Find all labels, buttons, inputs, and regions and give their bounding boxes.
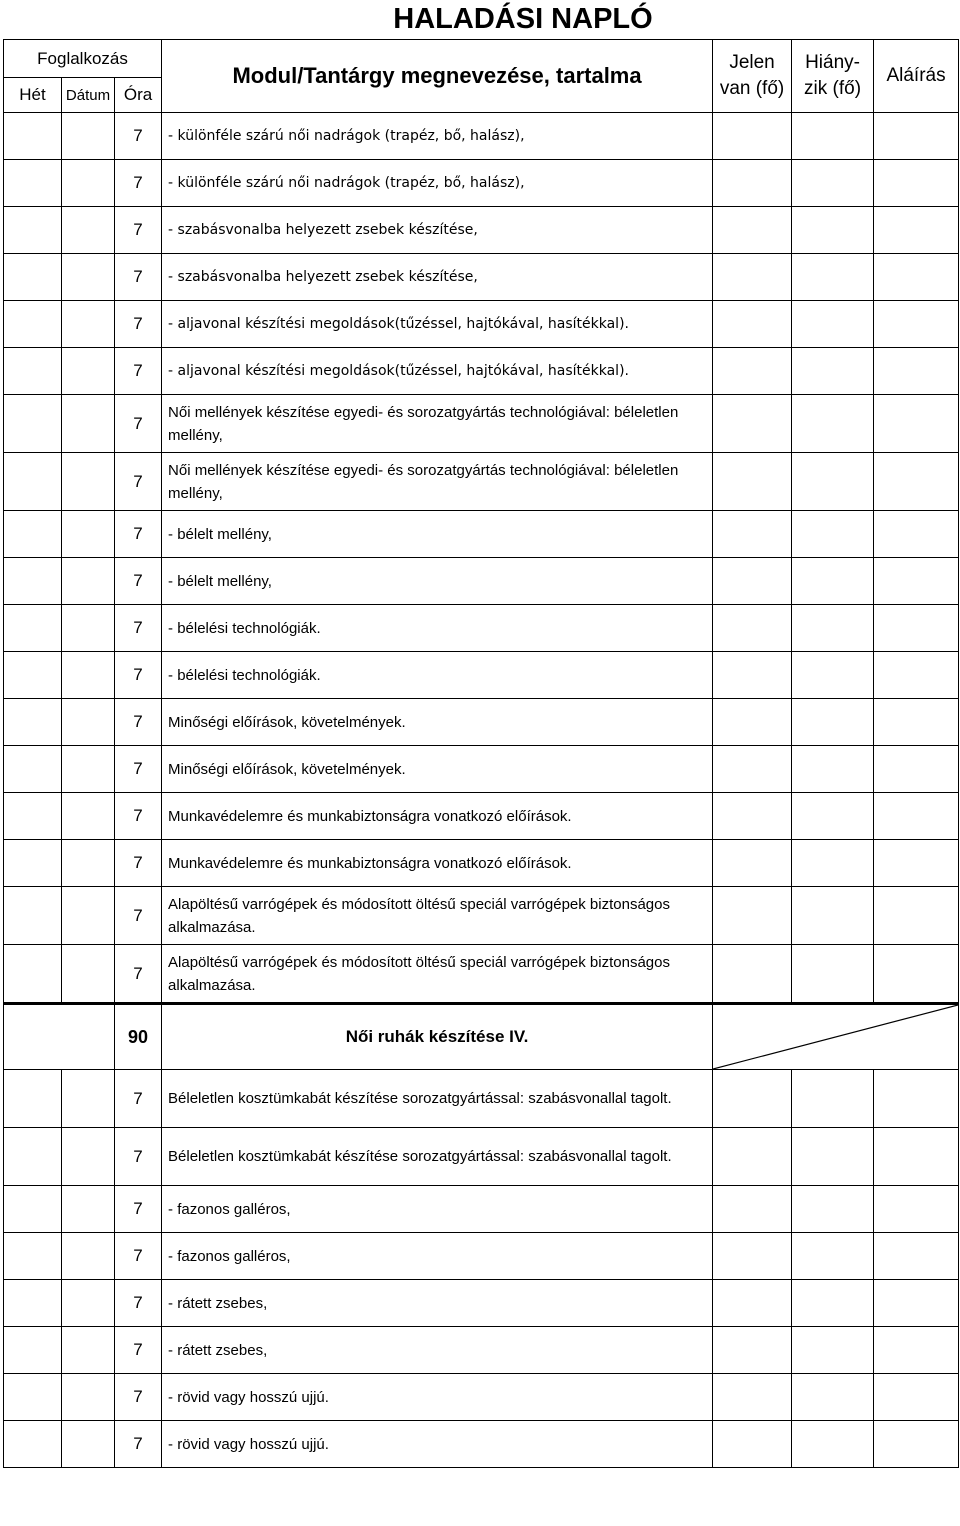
alairas-cell (874, 1186, 959, 1233)
description-cell: Minőségi előírások, követelmények. (162, 746, 713, 793)
ora-cell: 7 (115, 1186, 162, 1233)
description-cell: - bélelt mellény, (162, 558, 713, 605)
hiany-cell (792, 1233, 874, 1280)
ora-cell: 7 (115, 840, 162, 887)
ora-cell: 7 (115, 558, 162, 605)
header-hiany: Hiány- zik (fő) (792, 40, 874, 113)
het-cell (4, 840, 62, 887)
hiany-cell (792, 605, 874, 652)
ora-cell: 7 (115, 699, 162, 746)
table-row (4, 746, 959, 793)
description-cell: - rövid vagy hosszú ujjú. (162, 1421, 713, 1468)
table-row (4, 840, 959, 887)
jelen-cell (713, 254, 792, 301)
alairas-cell (874, 746, 959, 793)
jelen-cell (713, 1280, 792, 1327)
jelen-cell (713, 453, 792, 511)
alairas-cell (874, 207, 959, 254)
datum-cell (62, 348, 115, 395)
hiany-cell (792, 395, 874, 453)
jelen-cell (713, 793, 792, 840)
jelen-cell (713, 699, 792, 746)
table-row (4, 605, 959, 652)
jelen-cell (713, 1128, 792, 1186)
ora-cell: 7 (115, 887, 162, 945)
hiany-cell (792, 348, 874, 395)
table-row (4, 945, 959, 1004)
hiany-cell (792, 558, 874, 605)
jelen-cell (713, 1421, 792, 1468)
table-row (4, 160, 959, 207)
description-cell: - bélelési technológiák. (162, 605, 713, 652)
alairas-cell (874, 1421, 959, 1468)
table-row (4, 301, 959, 348)
alairas-cell (874, 652, 959, 699)
page-title: HALADÁSI NAPLÓ (393, 3, 653, 35)
description-cell: - rátett zsebes, (162, 1327, 713, 1374)
datum-cell (62, 113, 115, 160)
header-modul: Modul/Tantárgy megnevezése, tartalma (162, 40, 713, 113)
het-cell (4, 511, 62, 558)
header-alairas: Aláírás (874, 40, 959, 113)
alairas-cell (874, 699, 959, 746)
header-ora: Óra (115, 78, 162, 113)
jelen-cell (713, 558, 792, 605)
progress-log-table (3, 39, 959, 1468)
description-cell: Alapöltésű varrógépek és módosított öltésű speciál varrógépek biztonságos alkalmazása. (162, 945, 713, 1004)
jelen-cell (713, 160, 792, 207)
datum-cell (62, 254, 115, 301)
hiany-cell (792, 301, 874, 348)
jelen-cell (713, 207, 792, 254)
het-cell (4, 1128, 62, 1186)
table-row (4, 1374, 959, 1421)
description-cell: - bélelési technológiák. (162, 652, 713, 699)
het-cell (4, 301, 62, 348)
alairas-cell (874, 254, 959, 301)
hiany-cell (792, 652, 874, 699)
het-cell (4, 113, 62, 160)
description-cell: - fazonos galléros, (162, 1186, 713, 1233)
het-cell (4, 652, 62, 699)
jelen-cell (713, 1374, 792, 1421)
hiany-cell (792, 113, 874, 160)
table-row (4, 113, 959, 160)
table-row (4, 1327, 959, 1374)
het-cell (4, 1280, 62, 1327)
ora-cell: 7 (115, 1070, 162, 1128)
jelen-cell (713, 887, 792, 945)
ora-cell: 7 (115, 1421, 162, 1468)
het-cell (4, 1233, 62, 1280)
alairas-cell (874, 453, 959, 511)
datum-cell (62, 945, 115, 1004)
het-cell (4, 453, 62, 511)
datum-cell (62, 840, 115, 887)
alairas-cell (874, 1070, 959, 1128)
hiany-cell (792, 207, 874, 254)
datum-cell (62, 699, 115, 746)
table-row (4, 1070, 959, 1128)
ora-cell: 7 (115, 254, 162, 301)
section-title: Női ruhák készítése IV. (162, 1004, 713, 1070)
het-cell (4, 207, 62, 254)
description-cell: - szabásvonalba helyezett zsebek készítése, (162, 254, 713, 301)
ora-cell: 7 (115, 160, 162, 207)
hiany-cell (792, 746, 874, 793)
hiany-cell (792, 945, 874, 1004)
table-row (4, 1128, 959, 1186)
alairas-cell (874, 348, 959, 395)
datum-cell (62, 746, 115, 793)
hiany-cell (792, 1327, 874, 1374)
description-cell: - fazonos galléros, (162, 1233, 713, 1280)
het-cell (4, 699, 62, 746)
alairas-cell (874, 1374, 959, 1421)
het-cell (4, 558, 62, 605)
jelen-cell (713, 348, 792, 395)
jelen-cell (713, 746, 792, 793)
hiany-cell (792, 840, 874, 887)
datum-cell (62, 1374, 115, 1421)
ora-cell: 7 (115, 113, 162, 160)
description-cell: Béleletlen kosztümkabát készítése sorozatgyártással: szabásvonallal tagolt. (162, 1070, 713, 1128)
datum-cell (62, 1186, 115, 1233)
het-cell (4, 160, 62, 207)
jelen-cell (713, 945, 792, 1004)
description-cell: - különféle szárú női nadrágok (trapéz, bő, halász), (162, 160, 713, 207)
table-row (4, 652, 959, 699)
ora-cell: 7 (115, 793, 162, 840)
alairas-cell (874, 1233, 959, 1280)
table-row (4, 887, 959, 945)
jelen-cell (713, 652, 792, 699)
section-ora: 90 (115, 1004, 162, 1070)
hiany-cell (792, 1186, 874, 1233)
description-cell: - szabásvonalba helyezett zsebek készítése, (162, 207, 713, 254)
description-cell: Béleletlen kosztümkabát készítése sorozatgyártással: szabásvonallal tagolt. (162, 1128, 713, 1186)
section-empty (4, 1004, 115, 1070)
alairas-cell (874, 558, 959, 605)
alairas-cell (874, 301, 959, 348)
table-row (4, 395, 959, 453)
jelen-cell (713, 511, 792, 558)
het-cell (4, 254, 62, 301)
alairas-cell (874, 1280, 959, 1327)
datum-cell (62, 1421, 115, 1468)
header-jelen: Jelen van (fő) (713, 40, 792, 113)
description-cell: - rövid vagy hosszú ujjú. (162, 1374, 713, 1421)
header-datum: Dátum (62, 78, 115, 113)
het-cell (4, 605, 62, 652)
ora-cell: 7 (115, 605, 162, 652)
jelen-cell (713, 301, 792, 348)
het-cell (4, 887, 62, 945)
datum-cell (62, 558, 115, 605)
het-cell (4, 793, 62, 840)
datum-cell (62, 652, 115, 699)
table-row (4, 793, 959, 840)
datum-cell (62, 1280, 115, 1327)
het-cell (4, 1327, 62, 1374)
datum-cell (62, 605, 115, 652)
alairas-cell (874, 113, 959, 160)
hiany-cell (792, 699, 874, 746)
hiany-cell (792, 1374, 874, 1421)
jelen-cell (713, 1070, 792, 1128)
alairas-cell (874, 887, 959, 945)
alairas-cell (874, 1128, 959, 1186)
datum-cell (62, 453, 115, 511)
description-cell: - különféle szárú női nadrágok (trapéz, bő, halász), (162, 113, 713, 160)
table-row (4, 1233, 959, 1280)
description-cell: - bélelt mellény, (162, 511, 713, 558)
datum-cell (62, 1233, 115, 1280)
section-row (4, 1004, 959, 1070)
alairas-cell (874, 160, 959, 207)
het-cell (4, 348, 62, 395)
datum-cell (62, 395, 115, 453)
description-cell: Női mellények készítése egyedi- és sorozatgyártás technológiával: béleletlen mellény, (162, 453, 713, 511)
table-row (4, 207, 959, 254)
header-foglalkozas: Foglalkozás (4, 40, 162, 78)
table-row (4, 558, 959, 605)
jelen-cell (713, 1327, 792, 1374)
het-cell (4, 945, 62, 1004)
ora-cell: 7 (115, 207, 162, 254)
ora-cell: 7 (115, 1128, 162, 1186)
description-cell: Alapöltésű varrógépek és módosított öltésű speciál varrógépek biztonságos alkalmazása. (162, 887, 713, 945)
datum-cell (62, 511, 115, 558)
alairas-cell (874, 395, 959, 453)
alairas-cell (874, 793, 959, 840)
description-cell: - aljavonal készítési megoldások(tűzéssel, hajtókával, hasítékkal). (162, 301, 713, 348)
datum-cell (62, 207, 115, 254)
description-cell: Munkavédelemre és munkabiztonságra vonatkozó előírások. (162, 840, 713, 887)
table-row (4, 1421, 959, 1468)
jelen-cell (713, 840, 792, 887)
datum-cell (62, 160, 115, 207)
jelen-cell (713, 395, 792, 453)
hiany-cell (792, 254, 874, 301)
alairas-cell (874, 945, 959, 1004)
ora-cell: 7 (115, 453, 162, 511)
ora-cell: 7 (115, 1233, 162, 1280)
description-cell: - rátett zsebes, (162, 1280, 713, 1327)
alairas-cell (874, 511, 959, 558)
ora-cell: 7 (115, 1374, 162, 1421)
datum-cell (62, 887, 115, 945)
table-row (4, 254, 959, 301)
ora-cell: 7 (115, 1280, 162, 1327)
hiany-cell (792, 453, 874, 511)
table-row (4, 1186, 959, 1233)
table-row (4, 453, 959, 511)
datum-cell (62, 301, 115, 348)
ora-cell: 7 (115, 348, 162, 395)
description-cell: Munkavédelemre és munkabiztonságra vonatkozó előírások. (162, 793, 713, 840)
datum-cell (62, 1070, 115, 1128)
hiany-cell (792, 1421, 874, 1468)
ora-cell: 7 (115, 395, 162, 453)
log-rows-2 (4, 1070, 959, 1468)
jelen-cell (713, 1233, 792, 1280)
hiany-cell (792, 511, 874, 558)
ora-cell: 7 (115, 746, 162, 793)
description-cell: Minőségi előírások, követelmények. (162, 699, 713, 746)
het-cell (4, 746, 62, 793)
alairas-cell (874, 605, 959, 652)
hiany-cell (792, 1280, 874, 1327)
jelen-cell (713, 113, 792, 160)
table-row (4, 511, 959, 558)
het-cell (4, 1421, 62, 1468)
hiany-cell (792, 1070, 874, 1128)
table-row (4, 348, 959, 395)
hiany-cell (792, 887, 874, 945)
ora-cell: 7 (115, 301, 162, 348)
ora-cell: 7 (115, 945, 162, 1004)
description-cell: Női mellények készítése egyedi- és sorozatgyártás technológiával: béleletlen mellény, (162, 395, 713, 453)
het-cell (4, 395, 62, 453)
table-row (4, 699, 959, 746)
description-cell: - aljavonal készítési megoldások(tűzéssel, hajtókával, hasítékkal). (162, 348, 713, 395)
datum-cell (62, 1128, 115, 1186)
datum-cell (62, 1327, 115, 1374)
het-cell (4, 1186, 62, 1233)
het-cell (4, 1070, 62, 1128)
hiany-cell (792, 793, 874, 840)
datum-cell (62, 793, 115, 840)
table-row (4, 1280, 959, 1327)
hiany-cell (792, 1128, 874, 1186)
het-cell (4, 1374, 62, 1421)
jelen-cell (713, 1186, 792, 1233)
log-rows (4, 113, 959, 1004)
header-het: Hét (4, 78, 62, 113)
alairas-cell (874, 1327, 959, 1374)
ora-cell: 7 (115, 652, 162, 699)
ora-cell: 7 (115, 511, 162, 558)
ora-cell: 7 (115, 1327, 162, 1374)
alairas-cell (874, 840, 959, 887)
section-crossed-cell (713, 1004, 959, 1070)
jelen-cell (713, 605, 792, 652)
hiany-cell (792, 160, 874, 207)
